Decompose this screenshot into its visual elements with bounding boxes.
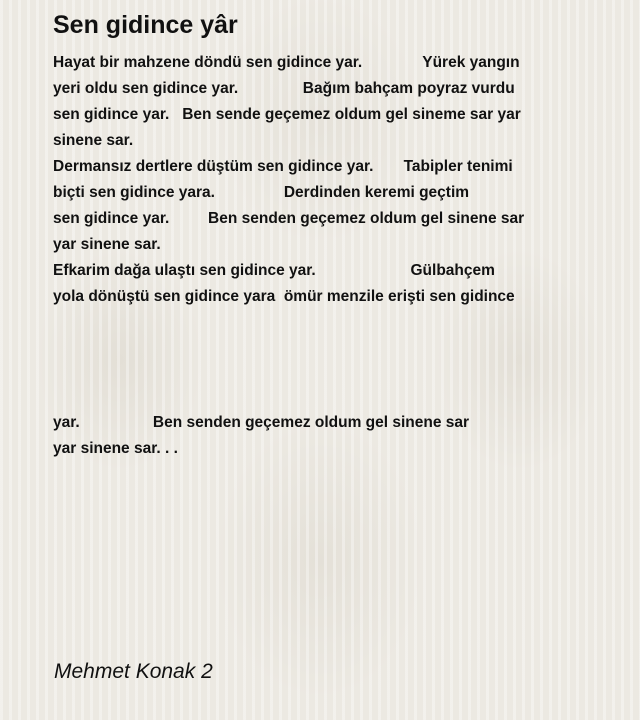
poem-line: sen gidince yar. Ben sende geçemez oldum gel sineme sar yar — [53, 106, 521, 123]
poem-line: sen gidince yar. Ben senden geçemez oldum gel sinene sar — [53, 210, 525, 227]
poem-line: biçti sen gidince yara. Derdinden keremi geçtim — [53, 184, 470, 201]
poem-line: yar. Ben senden geçemez oldum gel sinene sar — [53, 414, 470, 431]
poem-title: Sen gidince yâr — [53, 11, 238, 39]
poem-line: Hayat bir mahzene döndü sen gidince yar. Yürek yangın — [53, 54, 520, 71]
poem-line: Efkarim dağa ulaştı sen gidince yar. Gülbahçem — [53, 262, 495, 279]
poem-line: sinene sar. — [53, 132, 134, 149]
poem-author: Mehmet Konak 2 — [54, 660, 213, 683]
poem-line: Dermansız dertlere düştüm sen gidince yar. Tabipler tenimi — [53, 158, 513, 175]
poem-line: yola dönüştü sen gidince yara ömür menzile erişti sen gidince — [53, 288, 515, 305]
poem-line: yar sinene sar. . . — [53, 440, 178, 457]
poem-line: yeri oldu sen gidince yar. Bağım bahçam poyraz vurdu — [53, 80, 515, 97]
poem-line: yar sinene sar. — [53, 236, 161, 253]
